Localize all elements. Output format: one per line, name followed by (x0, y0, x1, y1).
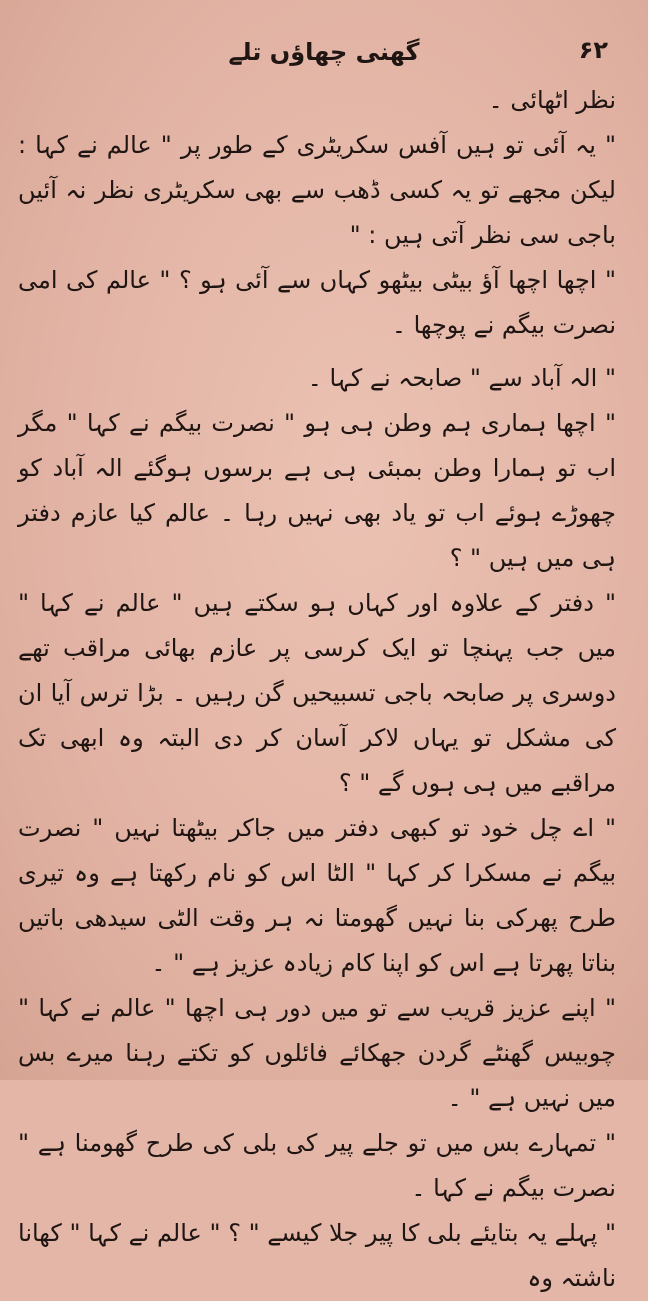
paragraph: " یہ آئی تو ہیں آفس سکریٹری کے طور پر " عالم نے کہا : لیکن مجھے تو یہ کسی ڈھب سے بھی سکریٹری نظر نہ آئیں باجی سی نظر آتی ہیں : " (18, 131, 617, 249)
paragraph: " الہ آباد سے " صابحہ نے کہا ۔ (307, 364, 616, 392)
page-header (36, 34, 612, 74)
paragraph: " تمہارے بس میں تو جلے پیر کی بلی کی طرح گھومنا ہے " نصرت بیگم نے کہا ۔ (18, 1129, 616, 1202)
paragraph: " اپنے عزیز قریب سے تو میں دور ہی اچھا " عالم نے کہا " چوبیس گھنٹے گردن جھکائے فائلوں کو تکتے رہنا میرے بس میں نہیں ہے " ۔ (18, 994, 616, 1112)
page-number: ۶۲ (578, 36, 608, 64)
page-body (18, 78, 617, 1292)
paragraph: " پہلے یہ بتایئے بلی کا پیر جلا کیسے " ؟ " عالم نے کہا " کھانا ناشتہ وہ (18, 1219, 616, 1292)
running-title: گھنی چھاؤں تلے (228, 38, 420, 66)
paragraph: نظر اٹھائی ۔ (488, 86, 616, 114)
paragraph: " دفتر کے علاوہ اور کہاں ہو سکتے ہیں " عالم نے کہا " میں جب پہنچا تو ایک کرسی پر عازم بھائی مراقب تھے دوسری پر صابحہ باجی تسبیحیں گن رہیں ۔ بڑا ترس آیا ان کی مشکل تو یہاں لاکر آسان کر دی البتہ وہ ابھی تک مراقبے میں ہی ہوں گے " ؟ (18, 589, 616, 797)
paragraph: " اچھا اچھا آؤ بیٹی بیٹھو کہاں سے آئی ہو ؟ " عالم کی امی نصرت بیگم نے پوچھا ۔ (18, 266, 616, 339)
paragraph: " اے چل خود تو کبھی دفتر میں جاکر بیٹھتا نہیں " نصرت بیگم نے مسکرا کر کہا " الٹا اس کو نام رکھتا ہے وہ تیری طرح پھرکی بنا نہیں گھومتا نہ ہر وقت الٹی سیدھی باتیں بناتا پھرتا ہے اس کو اپنا کام زیادہ عزیز ہے " ۔ (18, 814, 616, 977)
paragraph: " اچھا ہماری ہم وطن ہی ہو " نصرت بیگم نے کہا " مگر اب تو ہمارا وطن بمبئی ہی ہے برسوں ہوگئے الہ آباد کو چھوڑے ہوئے اب تو یاد بھی نہیں رہا ۔ عالم کیا عازم دفتر ہی میں ہیں " ؟ (18, 409, 616, 572)
